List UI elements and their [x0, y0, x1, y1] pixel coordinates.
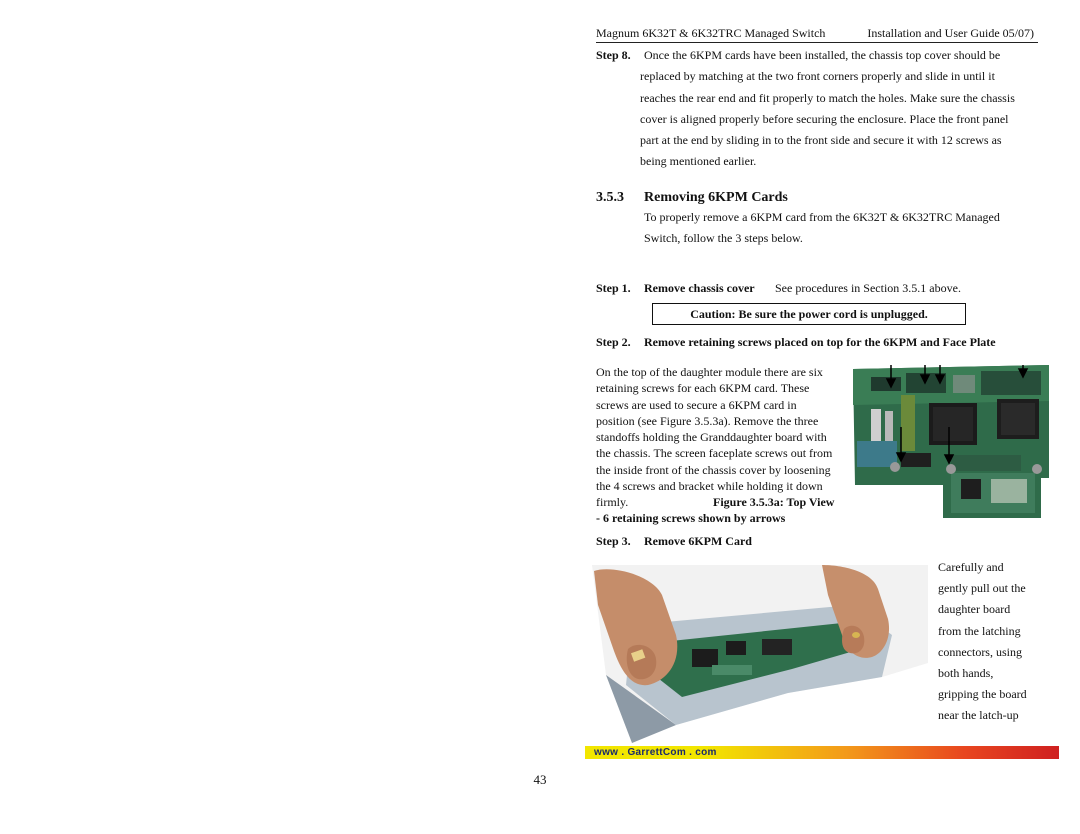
section-title: Removing 6KPM Cards	[644, 190, 788, 205]
header-title: Magnum 6K32T & 6K32TRC Managed Switch	[596, 26, 826, 40]
running-header	[596, 26, 1038, 43]
step2-last-word: firmly.	[596, 495, 629, 510]
step1-label: Step 1.	[596, 281, 631, 295]
step2-line: On the top of the daughter module there are six	[596, 365, 823, 379]
figure-top-view-photo	[851, 365, 1049, 518]
step2-title: Remove retaining screws placed on top for the 6KPM and Face Plate	[644, 335, 996, 349]
step3-line: Carefully and	[938, 560, 1004, 574]
section-intro	[644, 207, 1000, 250]
step8-line: being mentioned earlier.	[640, 154, 757, 169]
step2-label: Step 2.	[596, 335, 631, 349]
figure-caption-b: - 6 retaining screws shown by arrows	[596, 511, 786, 526]
step1-title: Remove chassis cover	[644, 281, 755, 295]
step8-line: cover is aligned properly before securing the enclosure. Place the front panel	[640, 111, 1009, 126]
step8-line: reaches the rear end and fit properly to match the holes. Make sure the chassis	[640, 90, 1015, 105]
figure-caption-a: Figure 3.5.3a: Top View	[713, 495, 835, 510]
step8-line: Once the 6KPM cards have been installed, the chassis top cover should be	[644, 48, 1001, 62]
step2-line: the 4 screws and bracket while holding it down	[596, 479, 823, 494]
step1-text: See procedures in Section 3.5.1 above.	[775, 281, 961, 295]
page-number-text: 43	[533, 772, 547, 787]
step3-line: near the latch-up	[938, 708, 1019, 723]
step3-label: Step 3.	[596, 534, 631, 548]
step3-line: gently pull out the	[938, 581, 1026, 596]
footer-url[interactable]: www . GarrettCom . com	[594, 747, 717, 758]
step8-text	[640, 45, 1015, 173]
header-guide: Installation and User Guide 05/07)	[867, 26, 1034, 40]
step3-line: from the latching	[938, 623, 1021, 638]
step3-line: connectors, using	[938, 644, 1022, 659]
page-number	[0, 772, 1080, 788]
step8-line: part at the end by sliding in to the front side and secure it with 12 screws as	[640, 133, 1002, 148]
intro-line: To properly remove a 6KPM card from the 6K32T & 6K32TRC Managed	[644, 210, 1000, 224]
step3-line: gripping the board	[938, 687, 1027, 702]
step2-body	[596, 364, 846, 527]
figure-hands-photo	[592, 565, 928, 743]
step2-last-line	[596, 494, 846, 510]
step2-line: screws are used to secure a 6KPM card in	[596, 397, 797, 412]
step3-line: daughter board	[938, 602, 1011, 617]
section-number: 3.5.3	[596, 190, 624, 205]
intro-line: Switch, follow the 3 steps below.	[644, 231, 803, 246]
step2-line: the inside front of the chassis cover by loosening	[596, 462, 831, 477]
step2-line: position (see Figure 3.5.3a). Remove the three	[596, 413, 819, 428]
step2-line: retaining screws for each 6KPM card. These	[596, 381, 810, 396]
step3-body	[938, 557, 1048, 727]
step2-line: the chassis. The screen faceplate screws out from	[596, 446, 833, 461]
step2-line: standoffs holding the Granddaughter board with	[596, 430, 827, 445]
step3-title: Remove 6KPM Card	[644, 534, 752, 548]
caution-box: Caution: Be sure the power cord is unplugged.	[652, 303, 966, 325]
step8-label: Step 8.	[596, 48, 631, 62]
step8-line: replaced by matching at the two front corners properly and slide in until it	[640, 69, 995, 84]
step3-line: both hands,	[938, 666, 994, 681]
